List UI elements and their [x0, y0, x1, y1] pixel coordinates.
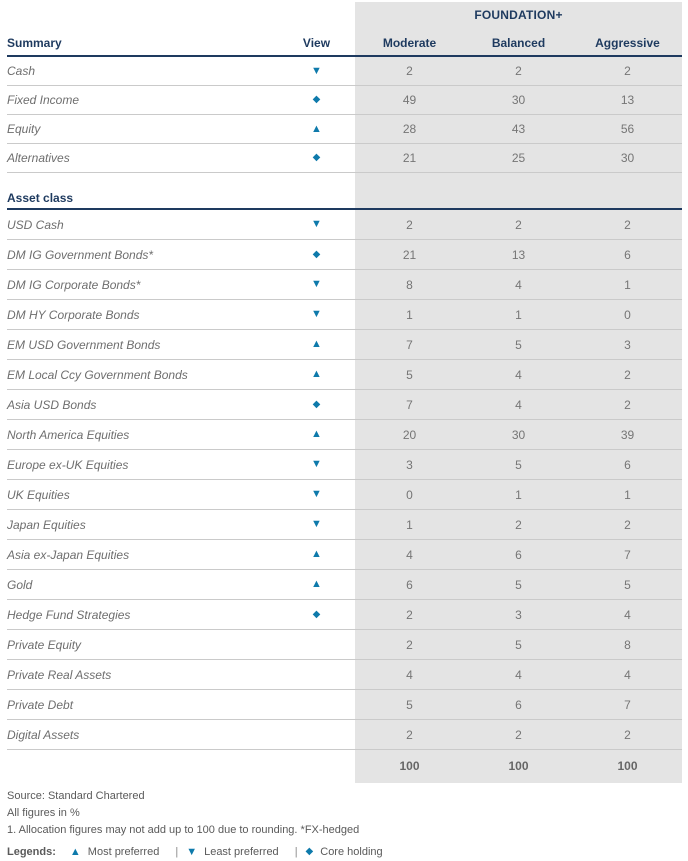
view-cell — [278, 459, 355, 470]
total-moderate: 100 — [399, 759, 420, 773]
most-preferred-icon: ▲ — [311, 578, 322, 590]
view-cell — [278, 250, 355, 260]
least-preferred-icon: ▼ — [311, 218, 322, 230]
value-moderate: 7 — [406, 337, 413, 352]
asset-label: Equity — [7, 122, 41, 136]
summary-header-row — [7, 30, 682, 57]
value-moderate: 0 — [406, 487, 413, 502]
value-balanced: 25 — [511, 151, 526, 165]
value-moderate: 2 — [406, 217, 413, 232]
table-row — [7, 300, 682, 330]
table-row — [7, 420, 682, 450]
table-row — [7, 510, 682, 540]
value-aggressive: 56 — [620, 122, 635, 136]
asset-label: Private Real Assets — [7, 667, 112, 682]
value-balanced: 1 — [515, 307, 522, 322]
asset-label: Private Equity — [7, 637, 82, 652]
most-preferred-icon: ▲ — [311, 122, 322, 135]
asset-label: EM USD Government Bonds — [7, 337, 161, 352]
core-holding-icon: ◆ — [312, 152, 321, 163]
legend-label: Core holding — [320, 846, 383, 858]
value-moderate: 1 — [406, 517, 413, 532]
asset-class-rows — [7, 210, 688, 750]
table-row — [7, 210, 682, 240]
value-aggressive: 13 — [620, 93, 635, 107]
view-cell — [278, 124, 355, 135]
value-balanced: 3 — [515, 607, 522, 622]
asset-label: UK Equities — [7, 487, 70, 502]
value-moderate: 2 — [406, 64, 413, 78]
value-balanced: 4 — [515, 367, 522, 382]
most-preferred-icon: ▲ — [311, 338, 322, 350]
value-aggressive: 0 — [624, 307, 631, 322]
asset-label: Asia ex-Japan Equities — [7, 547, 130, 562]
table-row — [7, 390, 682, 420]
table-row — [7, 480, 682, 510]
value-moderate: 1 — [406, 307, 413, 322]
value-aggressive: 2 — [624, 64, 631, 78]
value-balanced: 5 — [515, 337, 522, 352]
core-holding-icon: ◆ — [312, 608, 321, 620]
asset-label: DM HY Corporate Bonds — [7, 307, 140, 322]
asset-label: North America Equities — [7, 427, 130, 442]
view-cell — [278, 95, 355, 105]
value-aggressive: 5 — [624, 577, 631, 592]
table-row — [7, 270, 682, 300]
value-moderate: 6 — [406, 577, 413, 592]
table-row — [7, 144, 682, 173]
asset-class-header-row — [7, 188, 682, 210]
core-holding-icon: ◆ — [312, 248, 321, 260]
value-balanced: 30 — [511, 93, 526, 107]
value-balanced: 30 — [511, 427, 526, 442]
rounding-note: 1. Allocation figures may not add up to 100 due to rounding. *FX-hedged — [7, 824, 360, 836]
table-row — [7, 240, 682, 270]
value-aggressive: 7 — [624, 697, 631, 712]
view-cell — [278, 369, 355, 380]
source-note: Source: Standard Chartered — [7, 790, 145, 802]
view-cell — [278, 610, 355, 620]
column-header-moderate: Moderate — [382, 35, 437, 50]
total-row — [7, 750, 682, 782]
least-preferred-icon: ▼ — [311, 518, 322, 530]
value-balanced: 4 — [515, 277, 522, 292]
value-balanced: 4 — [515, 397, 522, 412]
legend-label: Least preferred — [204, 846, 279, 858]
view-cell — [278, 429, 355, 440]
value-moderate: 5 — [406, 697, 413, 712]
asset-label: Gold — [7, 577, 33, 592]
value-balanced: 2 — [515, 64, 522, 78]
section-gap — [7, 173, 682, 188]
value-aggressive: 3 — [624, 337, 631, 352]
view-cell — [278, 309, 355, 320]
most-preferred-icon: ▲ — [69, 845, 81, 858]
view-cell — [278, 153, 355, 163]
value-moderate: 2 — [406, 637, 413, 652]
least-preferred-icon: ▼ — [311, 488, 322, 500]
table-row — [7, 600, 682, 630]
asset-label: DM IG Government Bonds* — [7, 247, 154, 262]
asset-class-header: Asset class — [7, 191, 74, 205]
value-moderate: 3 — [406, 457, 413, 472]
asset-label: DM IG Corporate Bonds* — [7, 277, 141, 292]
asset-label: Alternatives — [7, 151, 70, 165]
foundation-group-header: FOUNDATION+ — [474, 8, 563, 22]
asset-label: Cash — [7, 64, 36, 78]
asset-label: Fixed Income — [7, 93, 80, 107]
most-preferred-icon: ▲ — [311, 548, 322, 560]
value-aggressive: 6 — [624, 247, 631, 262]
value-moderate: 4 — [406, 547, 413, 562]
value-balanced: 2 — [515, 727, 522, 742]
core-holding-icon: ◆ — [312, 398, 321, 410]
value-aggressive: 2 — [624, 727, 631, 742]
value-balanced: 13 — [511, 247, 526, 262]
value-balanced: 1 — [515, 487, 522, 502]
view-header: View — [302, 35, 331, 50]
value-balanced: 2 — [515, 517, 522, 532]
value-aggressive: 1 — [624, 277, 631, 292]
table-row — [7, 540, 682, 570]
table-row — [7, 690, 682, 720]
value-balanced: 43 — [511, 122, 526, 136]
value-balanced: 6 — [515, 697, 522, 712]
table-row — [7, 720, 682, 750]
least-preferred-icon: ▼ — [186, 845, 198, 858]
legend-label: Most preferred — [87, 846, 160, 858]
value-aggressive: 2 — [624, 517, 631, 532]
view-cell — [278, 219, 355, 230]
asset-label: Japan Equities — [7, 517, 86, 532]
summary-rows — [7, 57, 688, 173]
asset-label: EM Local Ccy Government Bonds — [7, 367, 188, 382]
value-aggressive: 2 — [624, 217, 631, 232]
value-aggressive: 4 — [624, 667, 631, 682]
table-row — [7, 57, 682, 86]
asset-label: Asia USD Bonds — [7, 397, 97, 412]
view-cell — [278, 549, 355, 560]
most-preferred-icon: ▲ — [311, 368, 322, 380]
table-row — [7, 330, 682, 360]
core-holding-icon: ◆ — [312, 94, 321, 105]
value-aggressive: 2 — [624, 397, 631, 412]
value-aggressive: 39 — [620, 427, 635, 442]
view-cell — [278, 489, 355, 500]
value-balanced: 6 — [515, 547, 522, 562]
least-preferred-icon: ▼ — [311, 278, 322, 290]
foundation-band — [7, 0, 682, 30]
table-row — [7, 360, 682, 390]
total-balanced: 100 — [508, 759, 529, 773]
column-header-aggressive: Aggressive — [595, 35, 660, 50]
view-cell — [278, 279, 355, 290]
least-preferred-icon: ▼ — [311, 64, 322, 77]
summary-header: Summary — [7, 35, 62, 50]
value-moderate: 28 — [402, 122, 417, 136]
most-preferred-icon: ▲ — [311, 428, 322, 440]
value-moderate: 21 — [402, 151, 417, 165]
least-preferred-icon: ▼ — [311, 308, 322, 320]
value-aggressive: 1 — [624, 487, 631, 502]
table-row — [7, 450, 682, 480]
value-aggressive: 30 — [620, 151, 635, 165]
asset-label: Private Debt — [7, 697, 74, 712]
value-balanced: 4 — [515, 667, 522, 682]
value-moderate: 20 — [402, 427, 417, 442]
value-moderate: 4 — [406, 667, 413, 682]
value-moderate: 5 — [406, 367, 413, 382]
view-cell — [278, 519, 355, 530]
value-moderate: 2 — [406, 727, 413, 742]
core-holding-icon: ◆ — [305, 846, 314, 857]
value-moderate: 21 — [402, 247, 417, 262]
value-aggressive: 6 — [624, 457, 631, 472]
value-balanced: 5 — [515, 577, 522, 592]
value-moderate: 2 — [406, 607, 413, 622]
view-cell — [278, 66, 355, 77]
value-aggressive: 2 — [624, 367, 631, 382]
total-aggressive: 100 — [617, 759, 638, 773]
legend-least-preferred — [186, 843, 279, 861]
asset-label: USD Cash — [7, 217, 64, 232]
legends-label: Legends: — [7, 846, 56, 858]
asset-label: Digital Assets — [7, 727, 80, 742]
value-aggressive: 8 — [624, 637, 631, 652]
legend-separator: | — [175, 846, 179, 858]
value-moderate: 8 — [406, 277, 413, 292]
figures-note: All figures in % — [7, 807, 80, 819]
view-cell — [278, 579, 355, 590]
footnotes — [0, 788, 688, 861]
value-aggressive: 4 — [624, 607, 631, 622]
table-row — [7, 660, 682, 690]
legend-most-preferred — [70, 843, 159, 861]
value-moderate: 7 — [406, 397, 413, 412]
table-row — [7, 86, 682, 115]
table-row — [7, 115, 682, 144]
table-row — [7, 630, 682, 660]
asset-label: Europe ex-UK Equities — [7, 457, 129, 472]
value-balanced: 2 — [515, 217, 522, 232]
value-balanced: 5 — [515, 457, 522, 472]
value-balanced: 5 — [515, 637, 522, 652]
table-row — [7, 570, 682, 600]
legend-core-holding — [306, 843, 383, 861]
column-header-balanced: Balanced — [491, 35, 546, 50]
legend-separator: | — [294, 846, 298, 858]
least-preferred-icon: ▼ — [311, 458, 322, 470]
view-cell — [278, 400, 355, 410]
legends-row — [7, 843, 688, 861]
value-aggressive: 7 — [624, 547, 631, 562]
asset-label: Hedge Fund Strategies — [7, 607, 131, 622]
view-cell — [278, 339, 355, 350]
value-moderate: 49 — [402, 93, 417, 107]
